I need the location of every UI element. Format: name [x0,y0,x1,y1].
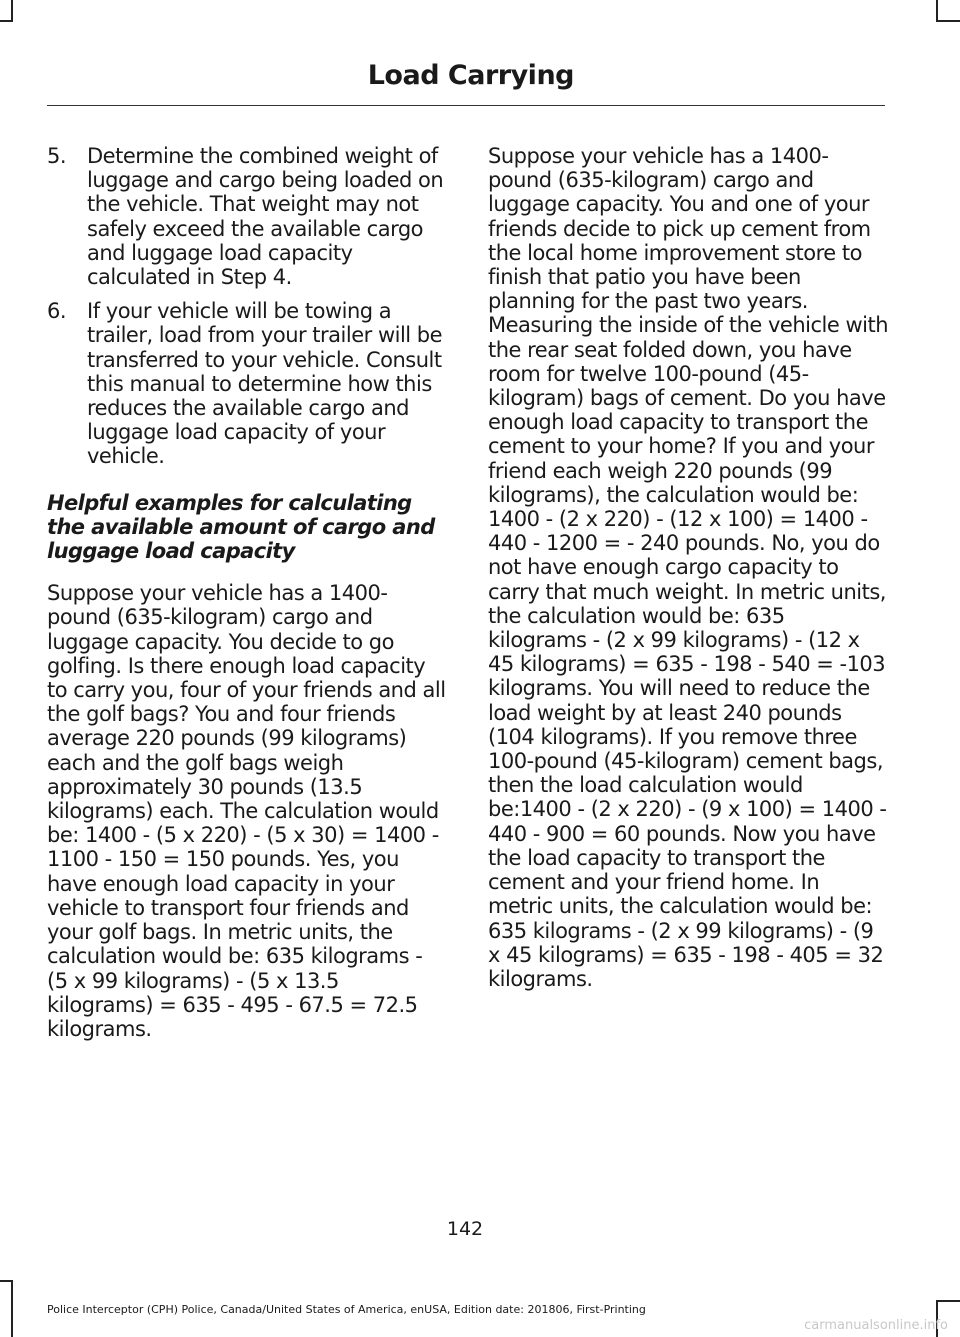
left-column [47,144,447,1041]
step-text: Determine the combined weight of luggage and cargo being loaded on the vehicle. That weight may not safely exceed the available cargo and luggage load capacity calculated in Step 4. [87,144,444,290]
example-paragraph-cement: Suppose your vehicle has a 1400-pound (635-kilogram) cargo and luggage capacity. You and one of your friends decide to pick up cement from the local home improvement store to finish that patio you have been planning for the past two years. Measuring the inside of the vehicle with the rear seat folded down, you have room for twelve 100-pound (45-kilogram) bags of cement. Do you have enough load capacity to transport the cement to your home? If you and your friend each weigh 220 pounds (99 kilograms), the calculation would be: 1400 - (2 x 220) - (12 x 100) = 1400 - 440 - 1200 = - 240 pounds. No, you do not have enough cargo capacity to carry that much weight. In metric units, the calculation would be: 635 kilograms - (2 x 99 kilograms) - (12 x 45 kilograms) = 635 - 198 - 540 = -103 kilograms. You will need to reduce the load weight by at least 240 pounds (104 kilograms). If you remove three 100-pound (45-kilogram) cement bags, then the load calculation would be:1400 - (2 x 220) - (9 x 100) = 1400 - 440 - 900 = 60 pounds. Now you have the load capacity to transport the cement and your friend home. In metric units, the calculation would be: 635 kilograms - (2 x 99 kilograms) - (9 x 45 kilograms) = 635 - 198 - 405 = 32 kilograms. [488,144,888,991]
page-title: Load Carrying [367,60,574,91]
crop-mark-top-right-horizontal [936,20,960,22]
step-item [47,144,447,289]
section-heading: Helpful examples for calculating the available amount of cargo and luggage load capacity [47,490,435,564]
header-divider [47,105,885,106]
step-number: 6. [47,299,67,324]
crop-mark-bottom-left-horizontal [0,1280,13,1282]
crop-mark-bottom-left-vertical [11,1280,13,1337]
example-paragraph-golf: Suppose your vehicle has a 1400-pound (635-kilogram) cargo and luggage capacity. You decide to go golfing. Is there enough load capacity to carry you, four of your friends and all the golf bags? You and four friends average 220 pounds (99 kilograms) each and the golf bags weigh approximately 30 pounds (13.5 kilograms) each. The calculation would be: 1400 - (5 x 220) - (5 x 30) = 1400 - 1100 - 150 = 150 pounds. Yes, you have enough load capacity in your vehicle to transport four friends and your golf bags. In metric units, the calculation would be: 635 kilograms - (5 x 99 kilograms) - (5 x 13.5 kilograms) = 635 - 495 - 67.5 = 72.5 kilograms. [47,581,446,1041]
step-number: 5. [47,144,67,168]
footer-edition-info: Police Interceptor (CPH) Police, Canada/United States of America, enUSA, Edition date: 201806, First-Printing [47,1303,646,1316]
step-item [47,299,447,468]
page-number: 142 [446,1218,484,1240]
crop-mark-bottom-right-horizontal [936,1300,960,1302]
crop-mark-top-left-horizontal [0,20,13,22]
watermark: carmanualsonline.info [804,1318,948,1333]
right-column [488,144,888,991]
crop-mark-top-right-vertical [936,0,938,22]
step-text: If your vehicle will be towing a trailer, load from your trailer will be transferred to your vehicle. Consult this manual to determine how this reduces the available cargo and luggage load capacity of your vehicle. [87,299,443,469]
crop-mark-top-left-vertical [11,0,13,22]
